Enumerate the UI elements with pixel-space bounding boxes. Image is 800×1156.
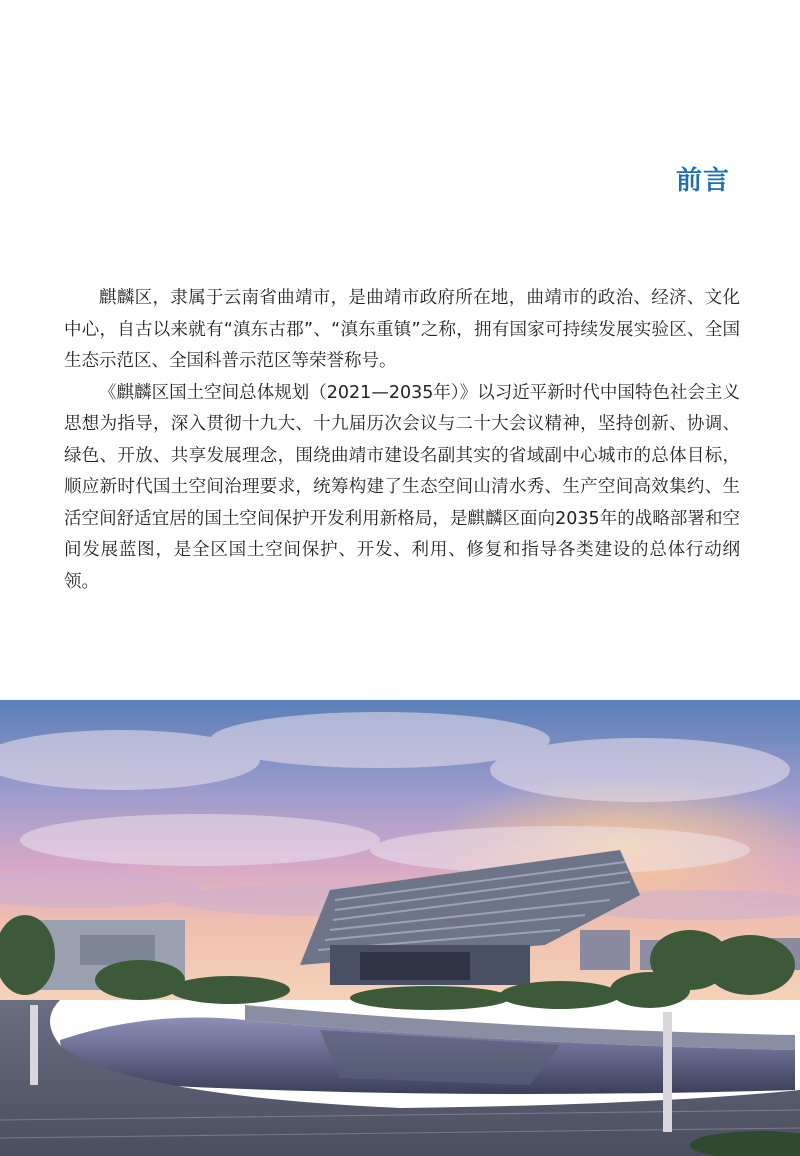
paragraph-2: 《麒麟区国土空间总体规划（2021—2035年）》以习近平新时代中国特色社会主义思想为指导，深入贯彻十九大、十九届历次会议与二十大会议精神，坚持创新、协调、绿色、开放、共享发展理念，围绕曲靖市建设名副其实的省域副中心城市的总体目标，顺应新时代国土空间治理要求，统筹构建了生态空间山清水秀、生产空间高效集约、生活空间舒适宜居的国土空间保护开发利用新格局，是麒麟区面向2035年的战略部署和空间发展蓝图，是全区国土空间保护、开发、利用、修复和指导各类建设的总体行动纲领。 [64, 382, 740, 592]
paragraph-1: 麒麟区，隶属于云南省曲靖市，是曲靖市政府所在地，曲靖市的政治、经济、文化中心，自古以来就有“滇东古郡”、“滇东重镇”之称，拥有国家可持续发展实验区、全国生态示范区、全国科普示范区等荣誉称号。 [64, 288, 740, 371]
page-title: 前言 [675, 166, 730, 196]
preface-body [64, 283, 740, 598]
city-museum-photo [0, 700, 800, 1156]
